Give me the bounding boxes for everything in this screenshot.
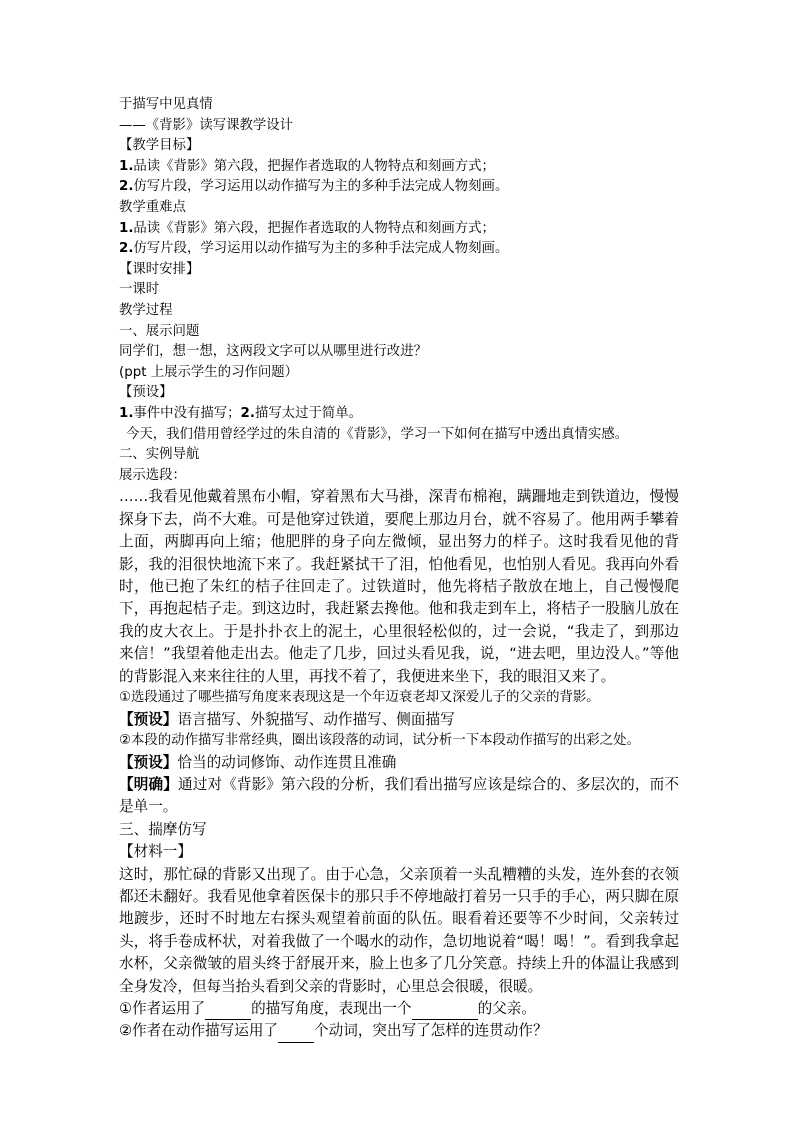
schedule-header: 【课时安排】 [119,261,200,277]
preset-text: 描写太过于简单。 [254,405,363,421]
section-2-title: 二、实例导航 [119,447,200,463]
fill-blank-question-1: ①作者运用了 的描写角度，表现出一个 的父亲。 [119,998,679,1020]
objective-item [119,177,679,198]
preset-label: 【预设】 [119,753,178,771]
clarify-text: 通过对《背影》第六段的分析，我们看出描写应该是综合的、多层次的，而不是单一。 [119,775,679,816]
preset-header: 【预设】 [119,385,173,401]
answer-blank[interactable] [412,1003,478,1020]
clarify-label: 【明确】 [119,775,178,793]
objective-item-number: 2. [119,179,134,195]
clarify-paragraph [119,774,679,819]
intro-text: 今天，我们借用曾经学过的朱自清的《背影》，学习一下如何在描写中透出真情实感。 [126,426,629,442]
document-title: 于描写中见真情 [119,97,213,112]
schedule-value: 一课时 [119,282,160,298]
preset-label: 【预设】 [119,710,178,728]
answer-blank[interactable] [205,1003,251,1020]
objective-item [119,157,679,178]
preset-answer [119,404,679,425]
section-1-note: (ppt 上展示学生的习作问题） [119,364,299,380]
fill-blank-question-2: ②作者在动作描写运用了 个动词，突出写了怎样的连贯动作？ [119,1020,679,1042]
objectives-header: 【教学目标】 [119,138,200,154]
document-subtitle: ——《背影》读写课教学设计 [119,117,294,133]
preset-text: 语言描写、外貌描写、动作描写、侧面描写 [177,710,455,728]
excerpt-paragraph: ……我看见他戴着黑布小帽，穿着黑布大马褂，深青布棉袍，蹒跚地走到铁道边，慢慢探身下去，尚不大难。可是他穿过铁道，要爬上那边月台，就不容易了。他用两手攀着上面，两脚再向上缩；他肥胖的身子向左微倾，显出努力的样子。这时我看见他的背影，我的泪很快地流下来了。我赶紧拭干了泪，怕他看见，也怕别人看见。我再向外看时，他已抱了朱红的桔子往回走了。过铁道时，他先将桔子散放在地上，自己慢慢爬下，再抱起桔子走。到这边时，我赶紧去搀他。他和我走到车上，将桔子一股脑儿放在我的皮大衣上。于是扑扑衣上的泥土，心里很轻松似的，过一会说，“我走了，到那边来信！”我望着他走出去。他走了几步，回过头看见我，说，“进去吧，里边没人。”等他的背影混入来来往往的人里，再找不着了，我便进来坐下，我的眼泪又来了。 [119,488,679,685]
objective-item-text: 品读《背影》第六段，把握作者选取的人物特点和刻画方式； [133,158,495,174]
material-1-paragraph: 这时，那忙碌的背影又出现了。由于心急，父亲顶着一头乱糟糟的头发，连外套的衣领都还未翻好。我看见他拿着医保卡的那只手不停地敲打着另一只手的手心，两只脚在原地踱步，还时不时地左右探头观望着前面的队伍。眼看着还要等不少时间，父亲转过头，将手卷成杯状，对着我做了一个喝水的动作，急切地说着“喝！喝！”。看到我拿起水杯，父亲微皱的眉头终于舒展开来，脸上也多了几分笑意。持续上升的体温让我感到全身发冷，但每当抬头看到父亲的背影时，心里总会很暖，很暖。 [119,865,679,995]
key-point-item [119,239,679,260]
key-point-item [119,219,679,240]
question-1: ①选段通过了哪些描写角度来表现这是一个年迈衰老却又深爱儿子的父亲的背影。 [119,689,600,705]
question-2-preset [119,752,679,774]
key-points-header: 教学重难点 [119,199,186,215]
key-point-number: 2. [119,241,134,257]
preset-number: 1. [119,405,134,421]
question-2: ②本段的动作描写非常经典，圈出该段落的动词，试分析一下本段动作描写的出彩之处。 [119,732,640,748]
process-header: 教学过程 [119,302,173,318]
answer-blank[interactable] [278,1026,314,1043]
key-point-text: 品读《背影》第六段，把握作者选取的人物特点和刻画方式； [133,220,495,236]
preset-number: 2. [240,405,255,421]
section-3-title: 三、揣摩仿写 [119,820,207,838]
question-1-preset [119,709,679,731]
section-1-question: 同学们，想一想，这两段文字可以从哪里进行改进？ [119,344,427,360]
section-1-title: 一、展示问题 [119,323,200,339]
key-point-number: 1. [119,220,134,236]
objective-item-number: 1. [119,158,134,174]
objective-item-text: 仿写片段，学习运用以动作描写为主的多种手法完成人物刻画。 [133,179,509,195]
material-1-header: 【材料一】 [119,843,192,861]
key-point-text: 仿写片段，学习运用以动作描写为主的多种手法完成人物刻画。 [133,241,509,257]
preset-text: 恰当的动词修饰、动作连贯且准确 [177,753,397,771]
document-page [119,95,679,1043]
section-2-show-label: 展示选段： [119,467,186,483]
preset-text: 事件中没有描写； [133,405,241,421]
